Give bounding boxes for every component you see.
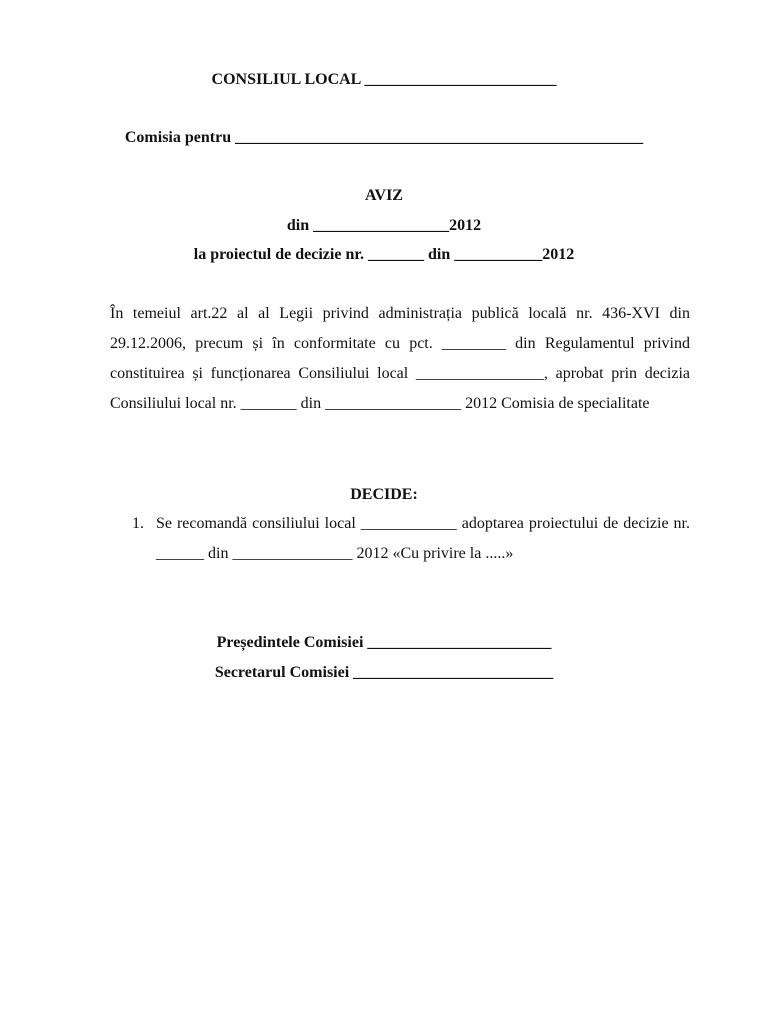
body-paragraph: În temeiul art.22 al al Legii privind administrația publică locală nr. 436-XVI din 29.12.2006, precum și în conformitate cu pct. ________ din Regulamentul privind constituirea și funcționarea Consiliului local ________________, aprobat prin decizia Consiliului local nr. _______ din _________________ 2012 Comisia de specialitate (110, 305, 690, 412)
title-date-line: din _________________2012 (286, 217, 482, 234)
document-title: AVIZ (365, 187, 403, 204)
secretary-signature-line: Secretarul Comisiei _________________________ (214, 664, 554, 681)
list-item-text: Se recomandă consiliului local ____________ adoptarea proiectului de decizie nr. ______ din _______________ 2012 «Cu privire la .....» (156, 515, 690, 562)
president-signature-line: Președintele Comisiei _______________________ (216, 634, 552, 651)
list-item-number: 1. (132, 515, 144, 532)
title-project-line: la proiectul de decizie nr. _______ din ___________2012 (193, 246, 575, 263)
decision-heading: DECIDE: (350, 486, 418, 503)
council-header: CONSILIUL LOCAL ________________________ (211, 71, 557, 88)
commission-header: Comisia pentru ___________________________________________________ (124, 129, 644, 146)
